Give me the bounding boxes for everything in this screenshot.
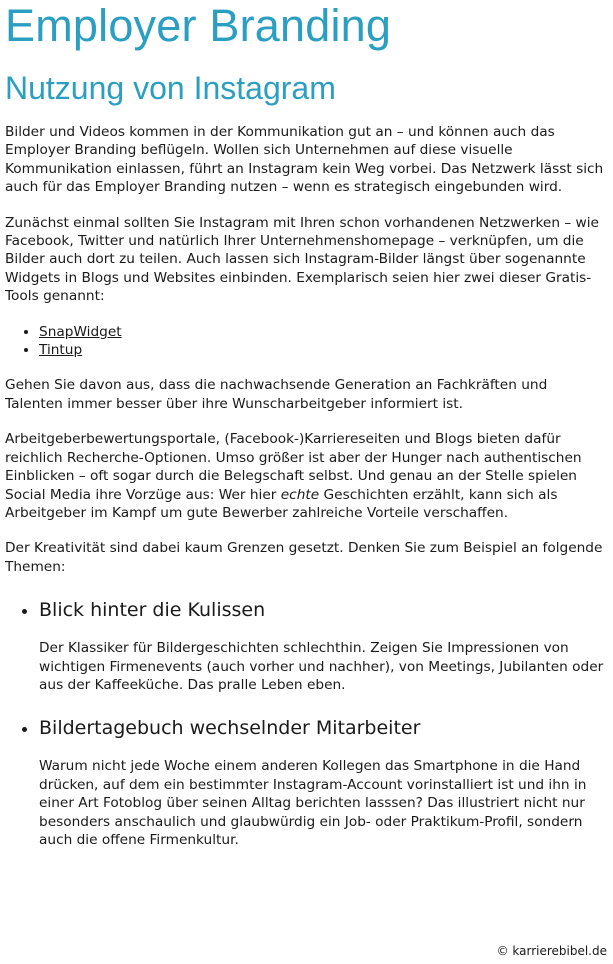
list-item xyxy=(39,323,609,341)
theme-item xyxy=(39,716,609,849)
list-item xyxy=(39,341,609,359)
theme-title: • Blick hinter die Kulissen xyxy=(39,599,266,622)
portals-paragraph xyxy=(5,430,609,522)
tools-list xyxy=(5,323,609,360)
portals-text-before: Arbeitgeberbewertungsportale, (Facebook-)Karriereseiten und Blogs bieten dafür reichlich Recherche-Optionen. Umso größer ist aber der Hunger nach authentischen Einblicken – oft sogar durch die Belegschaft selbst. Und genau an der Stelle spielen Social Media ihre Vorzüge aus: Wer hier xyxy=(5,431,582,503)
intro-paragraph: Bilder und Videos kommen in der Kommunikation gut an – und können auch das Employer Branding beflügeln. Wollen sich Unternehmen auf diese visuelle Kommunikation einlassen, führt an Instagram kein Weg vorbei. Das Netzwerk lässt sich auch für das Employer Branding nutzen – wenn es strategisch eingebunden wird. xyxy=(5,124,604,196)
document-page xyxy=(5,0,609,849)
creativity-paragraph: Der Kreativität sind dabei kaum Grenzen gesetzt. Denken Sie zum Beispiel an folgende Themen: xyxy=(5,540,603,575)
theme-item xyxy=(39,598,609,694)
snapwidget-link[interactable]: SnapWidget xyxy=(39,323,122,340)
portals-emphasis: echte xyxy=(280,486,320,503)
networks-paragraph: Zunächst einmal sollten Sie Instagram mit Ihren schon vorhandenen Netzwerken – wie Facebook, Twitter und natürlich Ihrer Unternehmenshomepage – verknüpfen, um die Bilder auch dort zu teilen. Auch lassen sich Instagram-Bilder längst über sogenannte Widgets in Blogs und Websites einbinden. Exemplarisch seien hier zwei dieser Gratis-Tools genannt: xyxy=(5,214,599,305)
copyright-footer: © karrierebibel.de xyxy=(496,944,607,958)
generation-paragraph: Gehen Sie davon aus, dass die nachwachsende Generation an Fachkräften und Talenten immer besser über ihre Wunscharbeitgeber informiert ist. xyxy=(5,377,548,412)
theme-text: Der Klassiker für Bildergeschichten schlechthin. Zeigen Sie Impressionen von wichtigen Firmenevents (auch vorher und nachher), von Meetings, Jubilanten oder aus der Kaffeeküche. Das pralle Leben eben. xyxy=(39,640,604,693)
tintup-link[interactable]: Tintup xyxy=(39,342,83,359)
theme-text: Warum nicht jede Woche einem anderen Kollegen das Smartphone in die Hand drücken, auf dem ein bestimmter Instagram-Account vorinstalliert ist und ihn in einer Art Fotoblog über seinen Alltag berichten lasssen? Das illustriert nicht nur besonders anschaulich und glaubwürdig ein Job- oder Praktikum-Profil, sondern auch die offene Firmenkultur. xyxy=(39,758,587,848)
page-title: Employer Branding xyxy=(5,0,392,51)
theme-title: • Bildertagebuch wechselnder Mitarbeiter xyxy=(39,717,421,740)
portals-text-after: Geschichten erzählt, kann sich als Arbeitgeber im Kampf um gute Bewerber zahlreiche Vorteile verschaffen. xyxy=(5,486,558,521)
themes-list xyxy=(5,598,609,849)
page-subtitle: Nutzung von Instagram xyxy=(5,70,336,106)
